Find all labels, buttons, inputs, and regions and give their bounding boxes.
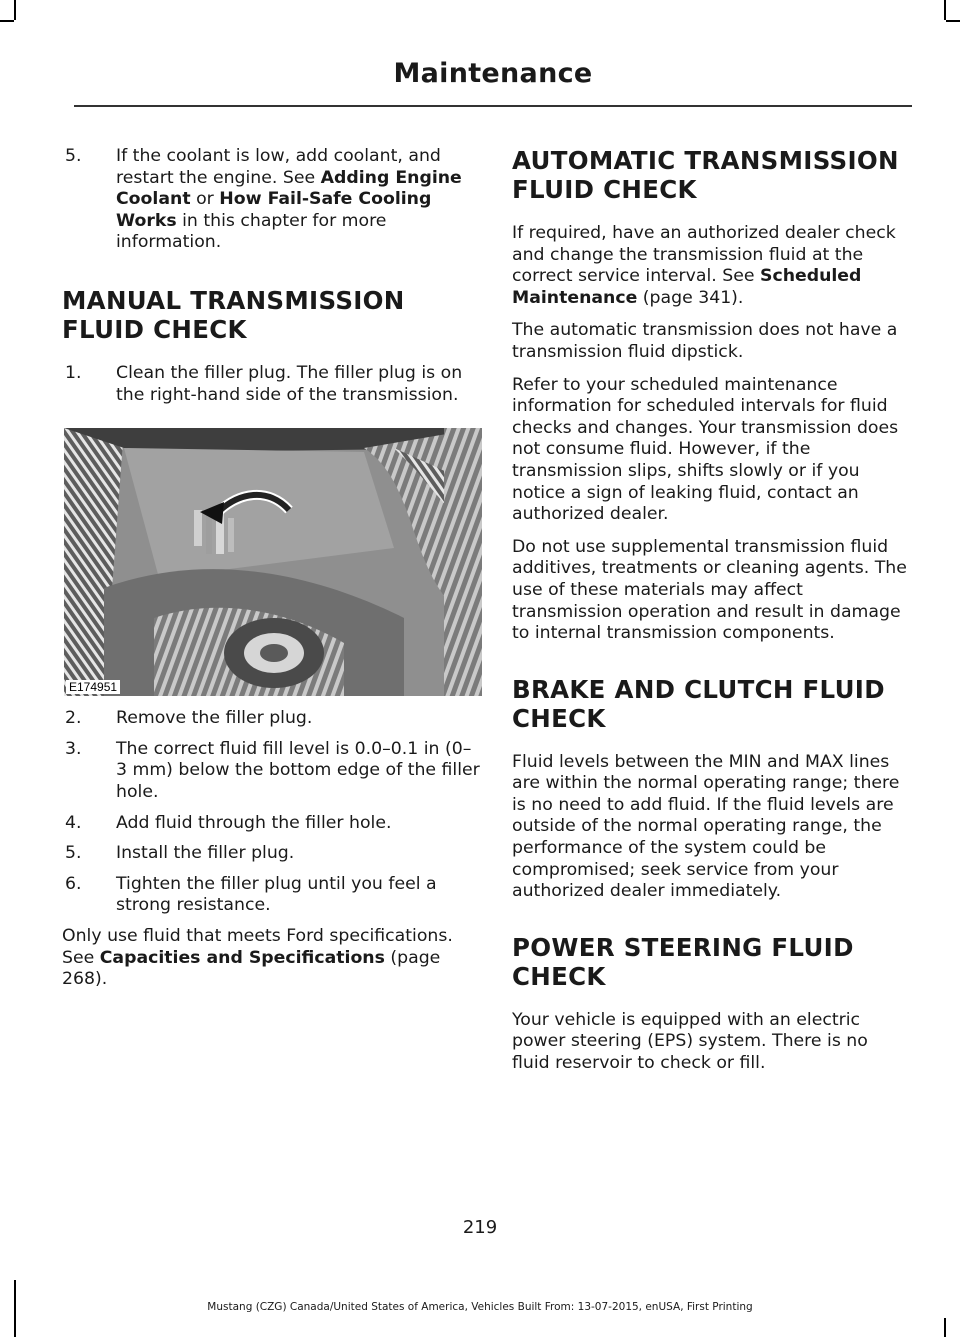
xref-adding-engine-coolant[interactable]: Adding Engine Coolant — [116, 167, 462, 210]
section-heading-automatic-transmission — [512, 146, 907, 204]
left-column — [62, 146, 482, 1002]
manual-step-list-continued — [62, 708, 482, 917]
crop-mark — [946, 20, 960, 22]
step-number: 2. — [65, 708, 82, 729]
crop-mark — [944, 0, 946, 20]
header-rule — [74, 105, 912, 107]
xref-scheduled-maintenance[interactable]: Scheduled Maintenance — [512, 266, 862, 308]
step-text: Clean the filler plug. The filler plug is on the right-hand side of the transmission. — [116, 362, 463, 405]
section-heading-brake-clutch-fluid — [512, 675, 907, 733]
paragraph: Fluid levels between the MIN and MAX lines are within the normal operating range; there is no need to add fluid. If the fluid levels are outside of the normal operating range, the performance of the system could be compromised; seek service from your authorized dealer immediately. — [512, 751, 900, 902]
heading-line: MANUAL TRANSMISSION — [62, 285, 405, 315]
step-number: 3. — [65, 738, 82, 759]
section-heading-manual-transmission — [62, 286, 482, 344]
manual-step-list — [62, 363, 482, 406]
list-item — [62, 843, 482, 865]
step-number: 6. — [65, 873, 82, 894]
step-text: or — [190, 189, 220, 210]
paragraph: Do not use supplemental transmission fluid additives, treatments or cleaning agents. The use of these materials may affect transmission operation and result in damage to internal transmission components. — [512, 536, 907, 644]
section-heading-power-steering-fluid — [512, 933, 907, 991]
page-title: Maintenance — [393, 58, 593, 89]
step-number: 1. — [65, 362, 82, 383]
list-item — [62, 874, 482, 917]
transmission-filler-plug-illustration — [64, 428, 482, 696]
heading-line: BRAKE AND CLUTCH FLUID — [512, 674, 885, 704]
step-text: in this chapter for more information. — [116, 210, 387, 253]
list-item — [62, 739, 482, 804]
step-text: Install the filler plug. — [116, 843, 295, 864]
right-column — [512, 146, 907, 1086]
list-item — [62, 146, 482, 254]
footer-text: Mustang (CZG) Canada/United States of America, Vehicles Built From: 13-07-2015, enUSA, First Printing — [207, 1301, 753, 1313]
note-text: Only use fluid that meets Ford specifications. See — [62, 925, 453, 968]
step-number: 5. — [65, 843, 82, 864]
paragraph: The automatic transmission does not have a transmission fluid dipstick. — [512, 320, 898, 362]
heading-line: FLUID CHECK — [62, 314, 247, 344]
paragraph — [512, 223, 907, 309]
spec-note — [62, 926, 482, 991]
crop-mark — [0, 20, 14, 22]
step-number: 5. — [65, 146, 82, 166]
heading-line: CHECK — [512, 703, 606, 733]
step-text: If the coolant is low, add coolant, and restart the engine. See — [116, 146, 441, 188]
crop-mark — [14, 0, 16, 20]
heading-line: AUTOMATIC TRANSMISSION — [512, 146, 899, 175]
list-item — [62, 813, 482, 835]
step-text: Tighten the filler plug until you feel a strong resistance. — [116, 873, 437, 916]
figure-id: E174951 — [66, 680, 120, 694]
heading-line: CHECK — [512, 961, 606, 991]
xref-fail-safe-cooling[interactable]: How Fail-Safe Cooling Works — [116, 189, 432, 231]
step-text: Remove the filler plug. — [116, 708, 313, 729]
step-number: 4. — [65, 812, 82, 833]
list-item — [62, 363, 482, 406]
crop-mark — [944, 1318, 946, 1337]
page-number: 219 — [462, 1217, 498, 1238]
paragraph: Your vehicle is equipped with an electric power steering (EPS) system. There is no fluid reservoir to check or fill. — [512, 1009, 868, 1074]
paragraph: Refer to your scheduled maintenance information for scheduled intervals for fluid checks and changes. Your transmission does not consume fluid. However, if the transmission slips, shifts slowly or if you notice a sign of leaking fluid, contact an authorized dealer. — [512, 374, 899, 525]
list-item — [62, 708, 482, 730]
paragraph-text: (page 341). — [637, 287, 744, 308]
xref-capacities-and-specifications[interactable]: Capacities and Specifications — [99, 947, 385, 968]
illustration-graphic — [64, 428, 482, 696]
heading-line: FLUID CHECK — [512, 175, 697, 204]
step-text: Add fluid through the filler hole. — [116, 812, 392, 833]
heading-line: POWER STEERING FLUID — [512, 932, 854, 962]
coolant-step-list — [62, 146, 482, 254]
step-text: The correct fluid fill level is 0.0–0.1 in (0–3 mm) below the bottom edge of the filler hole. — [116, 738, 480, 802]
note-text: (page 268). — [62, 947, 441, 990]
paragraph-text: If required, have an authorized dealer check and change the transmission fluid at the correct service interval. See — [512, 223, 896, 287]
